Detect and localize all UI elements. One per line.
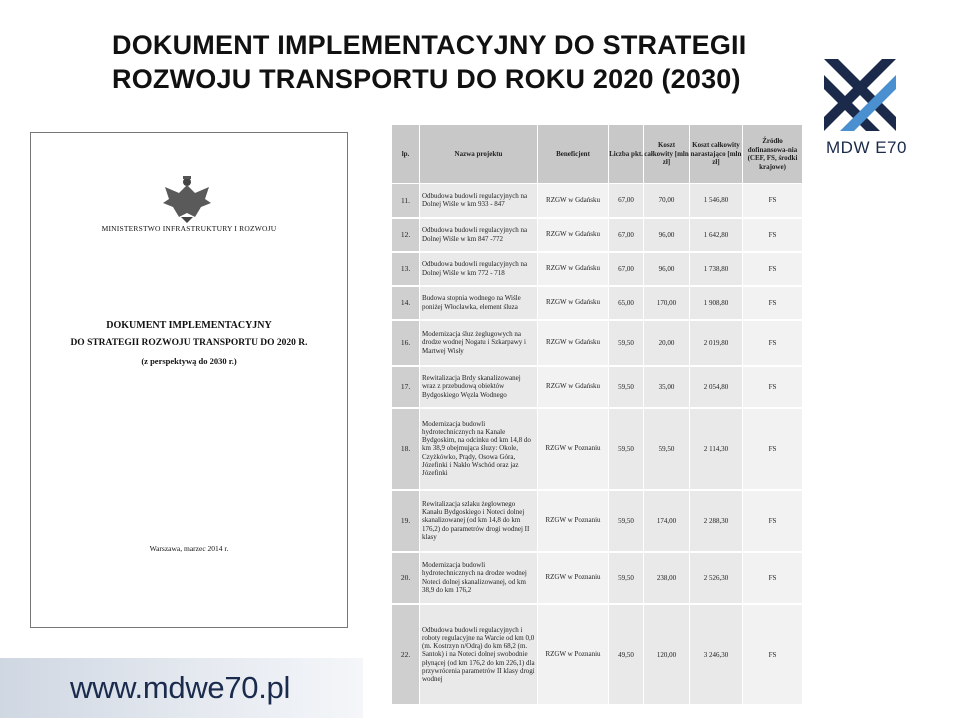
table-row [392,604,803,705]
cell-points: 59,50 [609,408,644,490]
cell-source: FS [743,490,803,552]
header-beneficiary: Beneficjent [538,125,609,184]
eagle-emblem-icon [161,173,213,225]
cell-cost: 96,00 [644,252,690,286]
cell-points: 59,50 [609,366,644,408]
cell-lp: 20. [392,552,420,604]
cell-cumulative: 2 019,80 [690,320,743,366]
cell-cumulative: 2 288,30 [690,490,743,552]
cell-beneficiary: RZGW w Poznaniu [538,408,609,490]
cover-doc-perspective: (z perspektywą do 2030 r.) [141,356,237,366]
table-row [392,218,803,252]
header-cumulative-cost: Koszt całkowity narastająco [mln zł] [690,125,743,184]
cover-doc-subtitle: DO STRATEGII ROZWOJU TRANSPORTU DO 2020 R. [70,338,308,348]
cell-lp: 13. [392,252,420,286]
cell-source: FS [743,604,803,705]
table-header-row [392,125,803,184]
slide-title [112,28,792,96]
cell-lp: 22. [392,604,420,705]
cell-lp: 16. [392,320,420,366]
cell-points: 49,50 [609,604,644,705]
table-row [392,366,803,408]
table-row [392,320,803,366]
cell-cost: 20,00 [644,320,690,366]
cell-source: FS [743,366,803,408]
table-row [392,184,803,218]
table-row [392,408,803,490]
cell-cumulative: 1 738,80 [690,252,743,286]
cell-name: Odbudowa budowli regulacyjnych na Dolnej Wiśle w km 772 - 718 [420,252,538,286]
header-cost: Koszt całkowity [mln zł] [644,125,690,184]
cell-name: Modernizacja śluz żeglugowych na drodze wodnej Nogatu i Szkarpawy i Martwej Wisły [420,320,538,366]
cell-points: 67,00 [609,184,644,218]
table-row [392,490,803,552]
slide-title-line1: DOKUMENT IMPLEMENTACYJNY DO STRATEGII [112,30,747,60]
header-points: Liczba pkt. [609,125,644,184]
cell-beneficiary: RZGW w Poznaniu [538,490,609,552]
cell-source: FS [743,552,803,604]
cell-points: 59,50 [609,320,644,366]
logo-text: MDW E70 [826,138,907,157]
document-cover [30,132,348,628]
cell-beneficiary: RZGW w Gdańsku [538,286,609,320]
cell-cumulative: 1 546,80 [690,184,743,218]
cell-cumulative: 1 908,80 [690,286,743,320]
cell-cost: 59,50 [644,408,690,490]
cell-lp: 18. [392,408,420,490]
cell-lp: 14. [392,286,420,320]
cell-points: 67,00 [609,252,644,286]
slide-title-line2: ROZWOJU TRANSPORTU DO ROKU 2020 (2030) [112,64,741,94]
cell-beneficiary: RZGW w Poznaniu [538,552,609,604]
cell-cost: 70,00 [644,184,690,218]
cell-name: Rewitalizacja Brdy skanalizowanej wraz z przebudową obiektów Bydgoskiego Węzła Wodnego [420,366,538,408]
cell-beneficiary: RZGW w Poznaniu [538,604,609,705]
cell-cumulative: 1 642,80 [690,218,743,252]
cover-doc-title: DOKUMENT IMPLEMENTACYJNY [106,320,272,331]
cell-cost: 35,00 [644,366,690,408]
cell-lp: 17. [392,366,420,408]
cell-cost: 238,00 [644,552,690,604]
cell-name: Modernizacja budowli hydrotechnicznych na Kanale Bydgoskim, na odcinku od km 14,8 do km 38,9 obejmująca śluzy: Okole, Czyżkówko, Prądy, Osowa Góra, Józefinki i Nakło Wschód oraz jaz Józefinki [420,408,538,490]
header-name: Nazwa projektu [420,125,538,184]
cell-beneficiary: RZGW w Gdańsku [538,218,609,252]
cell-beneficiary: RZGW w Gdańsku [538,320,609,366]
cell-cumulative: 2 054,80 [690,366,743,408]
header-funding-source: Źródło dofinansowa-nia (CEF, FS, środki krajowe) [743,125,803,184]
footer-url: www.mdwe70.pl [70,670,291,705]
cell-beneficiary: RZGW w Gdańsku [538,252,609,286]
cell-name: Modernizacja budowli hydrotechnicznych na drodze wodnej Noteci dolnej skanalizowanej, od km 38,9 do km 176,2 [420,552,538,604]
cell-source: FS [743,184,803,218]
cell-name: Odbudowa budowli regulacyjnych na Dolnej Wiśle w km 933 - 847 [420,184,538,218]
cover-ministry: MINISTERSTWO INFRASTRUKTURY I ROZWOJU [101,224,277,233]
cell-points: 67,00 [609,218,644,252]
cell-points: 59,50 [609,552,644,604]
footer-banner [0,658,363,718]
projects-table [391,124,802,704]
projects-table-image [391,124,802,704]
cell-cost: 96,00 [644,218,690,252]
cell-cumulative: 3 246,30 [690,604,743,705]
cell-name: Odbudowa budowli regulacyjnych na Dolnej Wiśle w km 847 -772 [420,218,538,252]
cell-source: FS [743,408,803,490]
cell-points: 65,00 [609,286,644,320]
cover-place-date: Warszawa, marzec 2014 r. [149,544,229,553]
cell-cumulative: 2 114,30 [690,408,743,490]
cell-cost: 120,00 [644,604,690,705]
table-row [392,552,803,604]
cell-source: FS [743,252,803,286]
cell-source: FS [743,286,803,320]
cell-lp: 11. [392,184,420,218]
cell-beneficiary: RZGW w Gdańsku [538,366,609,408]
table-row [392,286,803,320]
cell-source: FS [743,218,803,252]
header-lp: lp. [392,125,420,184]
table-row [392,252,803,286]
cell-source: FS [743,320,803,366]
cell-name: Budowa stopnia wodnego na Wiśle poniżej Włocławka, element śluza [420,286,538,320]
cell-cumulative: 2 526,30 [690,552,743,604]
cell-beneficiary: RZGW w Gdańsku [538,184,609,218]
cell-lp: 19. [392,490,420,552]
cell-name: Odbudowa budowli regulacyjnych i roboty regulacyjne na Warcie od km 0,0 (m. Kostrzyn n/Odrą) do km 68,2 (m. Santok) i na Noteci dolnej swobodnie płynącej (od km 176,2 do km 226,1) dla przywrócenia parametrów II klasy drogi wodnej [420,604,538,705]
cell-points: 59,50 [609,490,644,552]
cell-name: Rewitalizacja szlaku żeglownego Kanału Bydgoskiego i Noteci dolnej skanalizowanej (od km 14,8 do km 176,2) do parametrów drogi wodnej II klasy [420,490,538,552]
cell-lp: 12. [392,218,420,252]
cell-cost: 170,00 [644,286,690,320]
cell-cost: 174,00 [644,490,690,552]
